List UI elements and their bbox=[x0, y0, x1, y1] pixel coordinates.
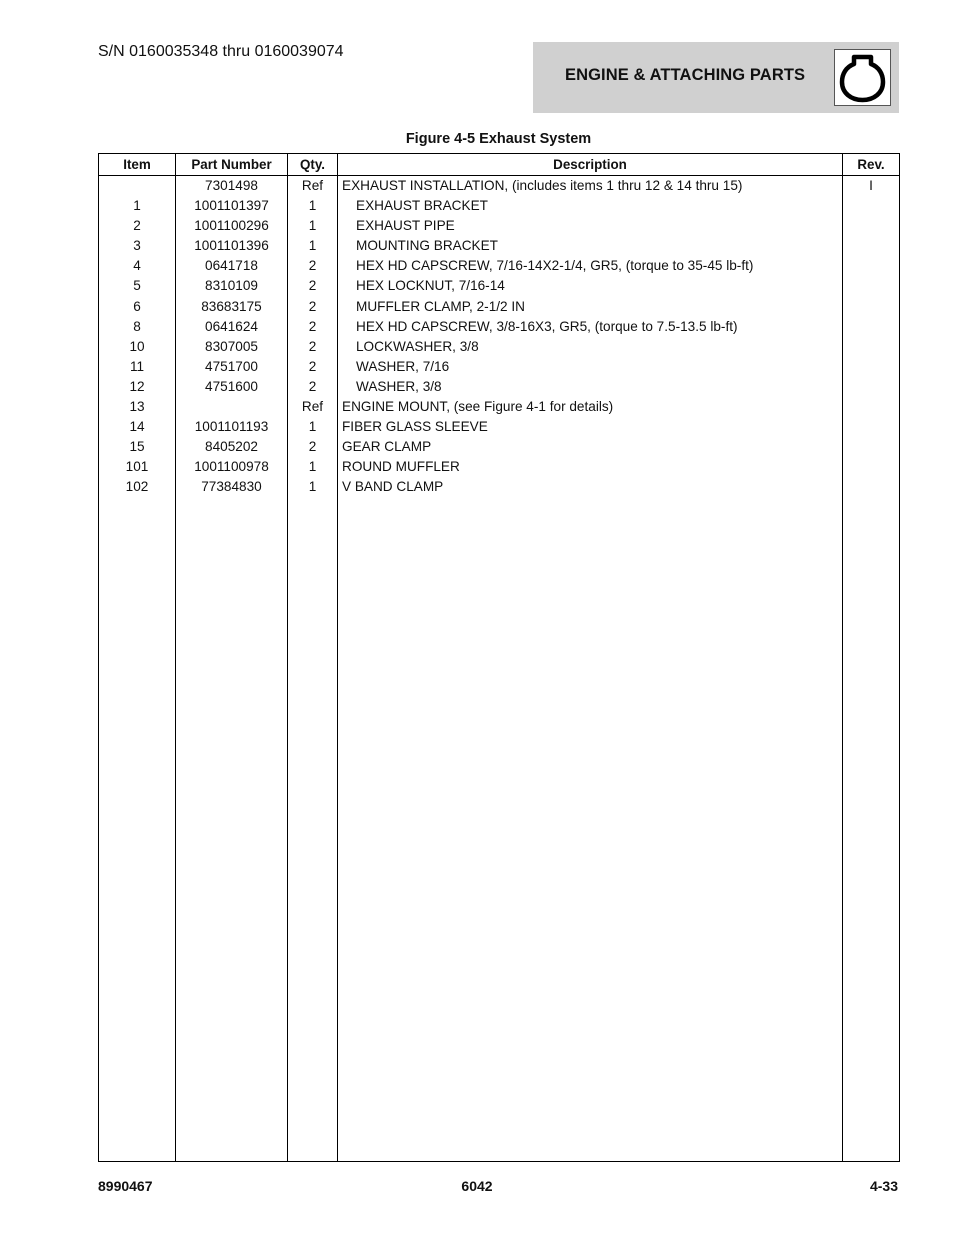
table-body bbox=[99, 176, 900, 1162]
item-cell: 2 bbox=[133, 218, 141, 234]
description-cell bbox=[338, 477, 842, 497]
description-cell bbox=[338, 437, 842, 457]
description-text: EXHAUST INSTALLATION, (includes items 1 thru 12 & 14 thru 15) bbox=[342, 178, 743, 193]
item-cell: 5 bbox=[133, 278, 141, 294]
part-number-column bbox=[176, 176, 288, 1162]
description-cell bbox=[338, 236, 842, 256]
description-text: MUFFLER CLAMP, 2-1/2 IN bbox=[356, 298, 525, 314]
part-number-cell: 1001100296 bbox=[194, 218, 269, 234]
section-header bbox=[533, 42, 899, 113]
description-text: EXHAUST PIPE bbox=[356, 218, 455, 234]
description-text: HEX LOCKNUT, 7/16-14 bbox=[356, 278, 505, 294]
part-number-cell: 8307005 bbox=[205, 338, 258, 354]
qty-cell: 1 bbox=[308, 218, 317, 234]
qty-cell: 2 bbox=[308, 298, 317, 314]
part-number-cell: 83683175 bbox=[201, 298, 262, 314]
rev-cell: I bbox=[869, 178, 873, 193]
part-number-cell bbox=[176, 397, 287, 417]
description-column bbox=[338, 176, 843, 1162]
rev-cell bbox=[843, 317, 899, 337]
header-description: Description bbox=[338, 154, 843, 176]
rev-cell bbox=[843, 337, 899, 357]
item-cell: 11 bbox=[129, 358, 145, 374]
description-cell bbox=[338, 256, 842, 276]
part-number-cell: 0641624 bbox=[205, 318, 258, 334]
description-cell bbox=[338, 317, 842, 337]
table-header-row bbox=[99, 154, 900, 176]
item-cell: 8 bbox=[133, 318, 141, 334]
item-cell: 1 bbox=[133, 198, 141, 214]
description-text: EXHAUST BRACKET bbox=[356, 198, 488, 214]
item-cell: 13 bbox=[129, 399, 145, 415]
description-cell bbox=[338, 216, 842, 236]
qty-cell: Ref bbox=[301, 178, 324, 193]
rev-cell bbox=[843, 457, 899, 477]
part-number-cell: 8405202 bbox=[205, 439, 258, 455]
description-text: HEX HD CAPSCREW, 3/8-16X3, GR5, (torque to 7.5-13.5 lb-ft) bbox=[356, 318, 738, 334]
part-number-cell: 1001100978 bbox=[194, 459, 269, 475]
model-number: 6042 bbox=[461, 1178, 493, 1194]
item-cell: 15 bbox=[129, 439, 145, 455]
part-number-cell: 4751600 bbox=[205, 378, 258, 394]
qty-cell: 2 bbox=[308, 318, 317, 334]
item-cell bbox=[99, 176, 175, 196]
description-cell bbox=[338, 377, 842, 397]
description-cell bbox=[338, 417, 842, 437]
description-text: HEX HD CAPSCREW, 7/16-14X2-1/4, GR5, (torque to 35-45 lb-ft) bbox=[356, 258, 754, 274]
description-text: FIBER GLASS SLEEVE bbox=[342, 419, 488, 435]
item-cell: 6 bbox=[133, 298, 141, 314]
rev-cell bbox=[843, 196, 899, 216]
qty-cell: 2 bbox=[308, 258, 317, 274]
header-item: Item bbox=[99, 154, 176, 176]
item-cell: 12 bbox=[129, 378, 145, 394]
qty-cell: 2 bbox=[308, 278, 317, 294]
doc-number: 8990467 bbox=[98, 1178, 153, 1194]
qty-cell: Ref bbox=[301, 399, 324, 415]
description-cell bbox=[338, 176, 842, 196]
qty-cell: 1 bbox=[308, 479, 317, 495]
rev-column bbox=[843, 176, 900, 1162]
item-cell: 3 bbox=[133, 238, 141, 254]
engine-icon bbox=[834, 49, 891, 106]
rev-cell bbox=[843, 276, 899, 296]
rev-cell bbox=[843, 297, 899, 317]
qty-cell: 1 bbox=[308, 419, 317, 435]
item-cell: 4 bbox=[133, 258, 141, 274]
part-number-cell: 77384830 bbox=[201, 479, 262, 495]
description-cell bbox=[338, 457, 842, 477]
section-title: ENGINE & ATTACHING PARTS bbox=[565, 66, 806, 84]
description-text: ENGINE MOUNT, (see Figure 4-1 for details) bbox=[342, 399, 614, 415]
rev-cell bbox=[843, 397, 899, 417]
description-cell bbox=[338, 297, 842, 317]
qty-column bbox=[288, 176, 338, 1162]
item-cell: 101 bbox=[125, 459, 149, 475]
part-number-cell: 8310109 bbox=[205, 278, 258, 294]
item-cell: 14 bbox=[129, 419, 145, 435]
header-part-number: Part Number bbox=[176, 154, 288, 176]
description-cell bbox=[338, 196, 842, 216]
rev-cell bbox=[843, 437, 899, 457]
part-number-cell: 0641718 bbox=[205, 258, 258, 274]
description-text: ROUND MUFFLER bbox=[342, 459, 460, 475]
figure-title: Figure 4-5 Exhaust System bbox=[405, 131, 592, 147]
serial-range: S/N 0160035348 thru 0160039074 bbox=[98, 43, 344, 60]
item-column bbox=[99, 176, 176, 1162]
parts-table bbox=[98, 153, 900, 1162]
qty-cell: 2 bbox=[308, 439, 317, 455]
description-cell bbox=[338, 397, 842, 417]
rev-cell bbox=[843, 377, 899, 397]
header-qty: Qty. bbox=[288, 154, 338, 176]
page-number: 4-33 bbox=[869, 1178, 898, 1194]
part-number-cell: 1001101193 bbox=[194, 419, 269, 435]
qty-cell: 1 bbox=[308, 459, 317, 475]
part-number-cell: 1001101396 bbox=[194, 238, 269, 254]
qty-cell: 2 bbox=[308, 378, 317, 394]
qty-cell: 1 bbox=[308, 198, 317, 214]
item-cell: 10 bbox=[129, 338, 145, 354]
description-cell bbox=[338, 276, 842, 296]
description-text: V BAND CLAMP bbox=[342, 479, 444, 495]
rev-cell bbox=[843, 256, 899, 276]
description-text: WASHER, 7/16 bbox=[356, 358, 450, 374]
rev-cell bbox=[843, 477, 899, 497]
description-cell bbox=[338, 337, 842, 357]
part-number-cell: 7301498 bbox=[205, 178, 258, 193]
rev-cell bbox=[843, 236, 899, 256]
description-text: MOUNTING BRACKET bbox=[356, 238, 498, 254]
rev-cell bbox=[843, 417, 899, 437]
description-text: WASHER, 3/8 bbox=[356, 378, 442, 394]
description-text: LOCKWASHER, 3/8 bbox=[356, 338, 479, 354]
qty-cell: 2 bbox=[308, 338, 317, 354]
rev-cell bbox=[843, 357, 899, 377]
part-number-cell: 1001101397 bbox=[194, 198, 269, 214]
qty-cell: 2 bbox=[308, 358, 317, 374]
description-text: GEAR CLAMP bbox=[342, 439, 432, 455]
qty-cell: 1 bbox=[308, 238, 317, 254]
header-rev: Rev. bbox=[843, 154, 900, 176]
rev-cell bbox=[843, 216, 899, 236]
part-number-cell: 4751700 bbox=[205, 358, 258, 374]
description-cell bbox=[338, 357, 842, 377]
item-cell: 102 bbox=[125, 479, 149, 495]
